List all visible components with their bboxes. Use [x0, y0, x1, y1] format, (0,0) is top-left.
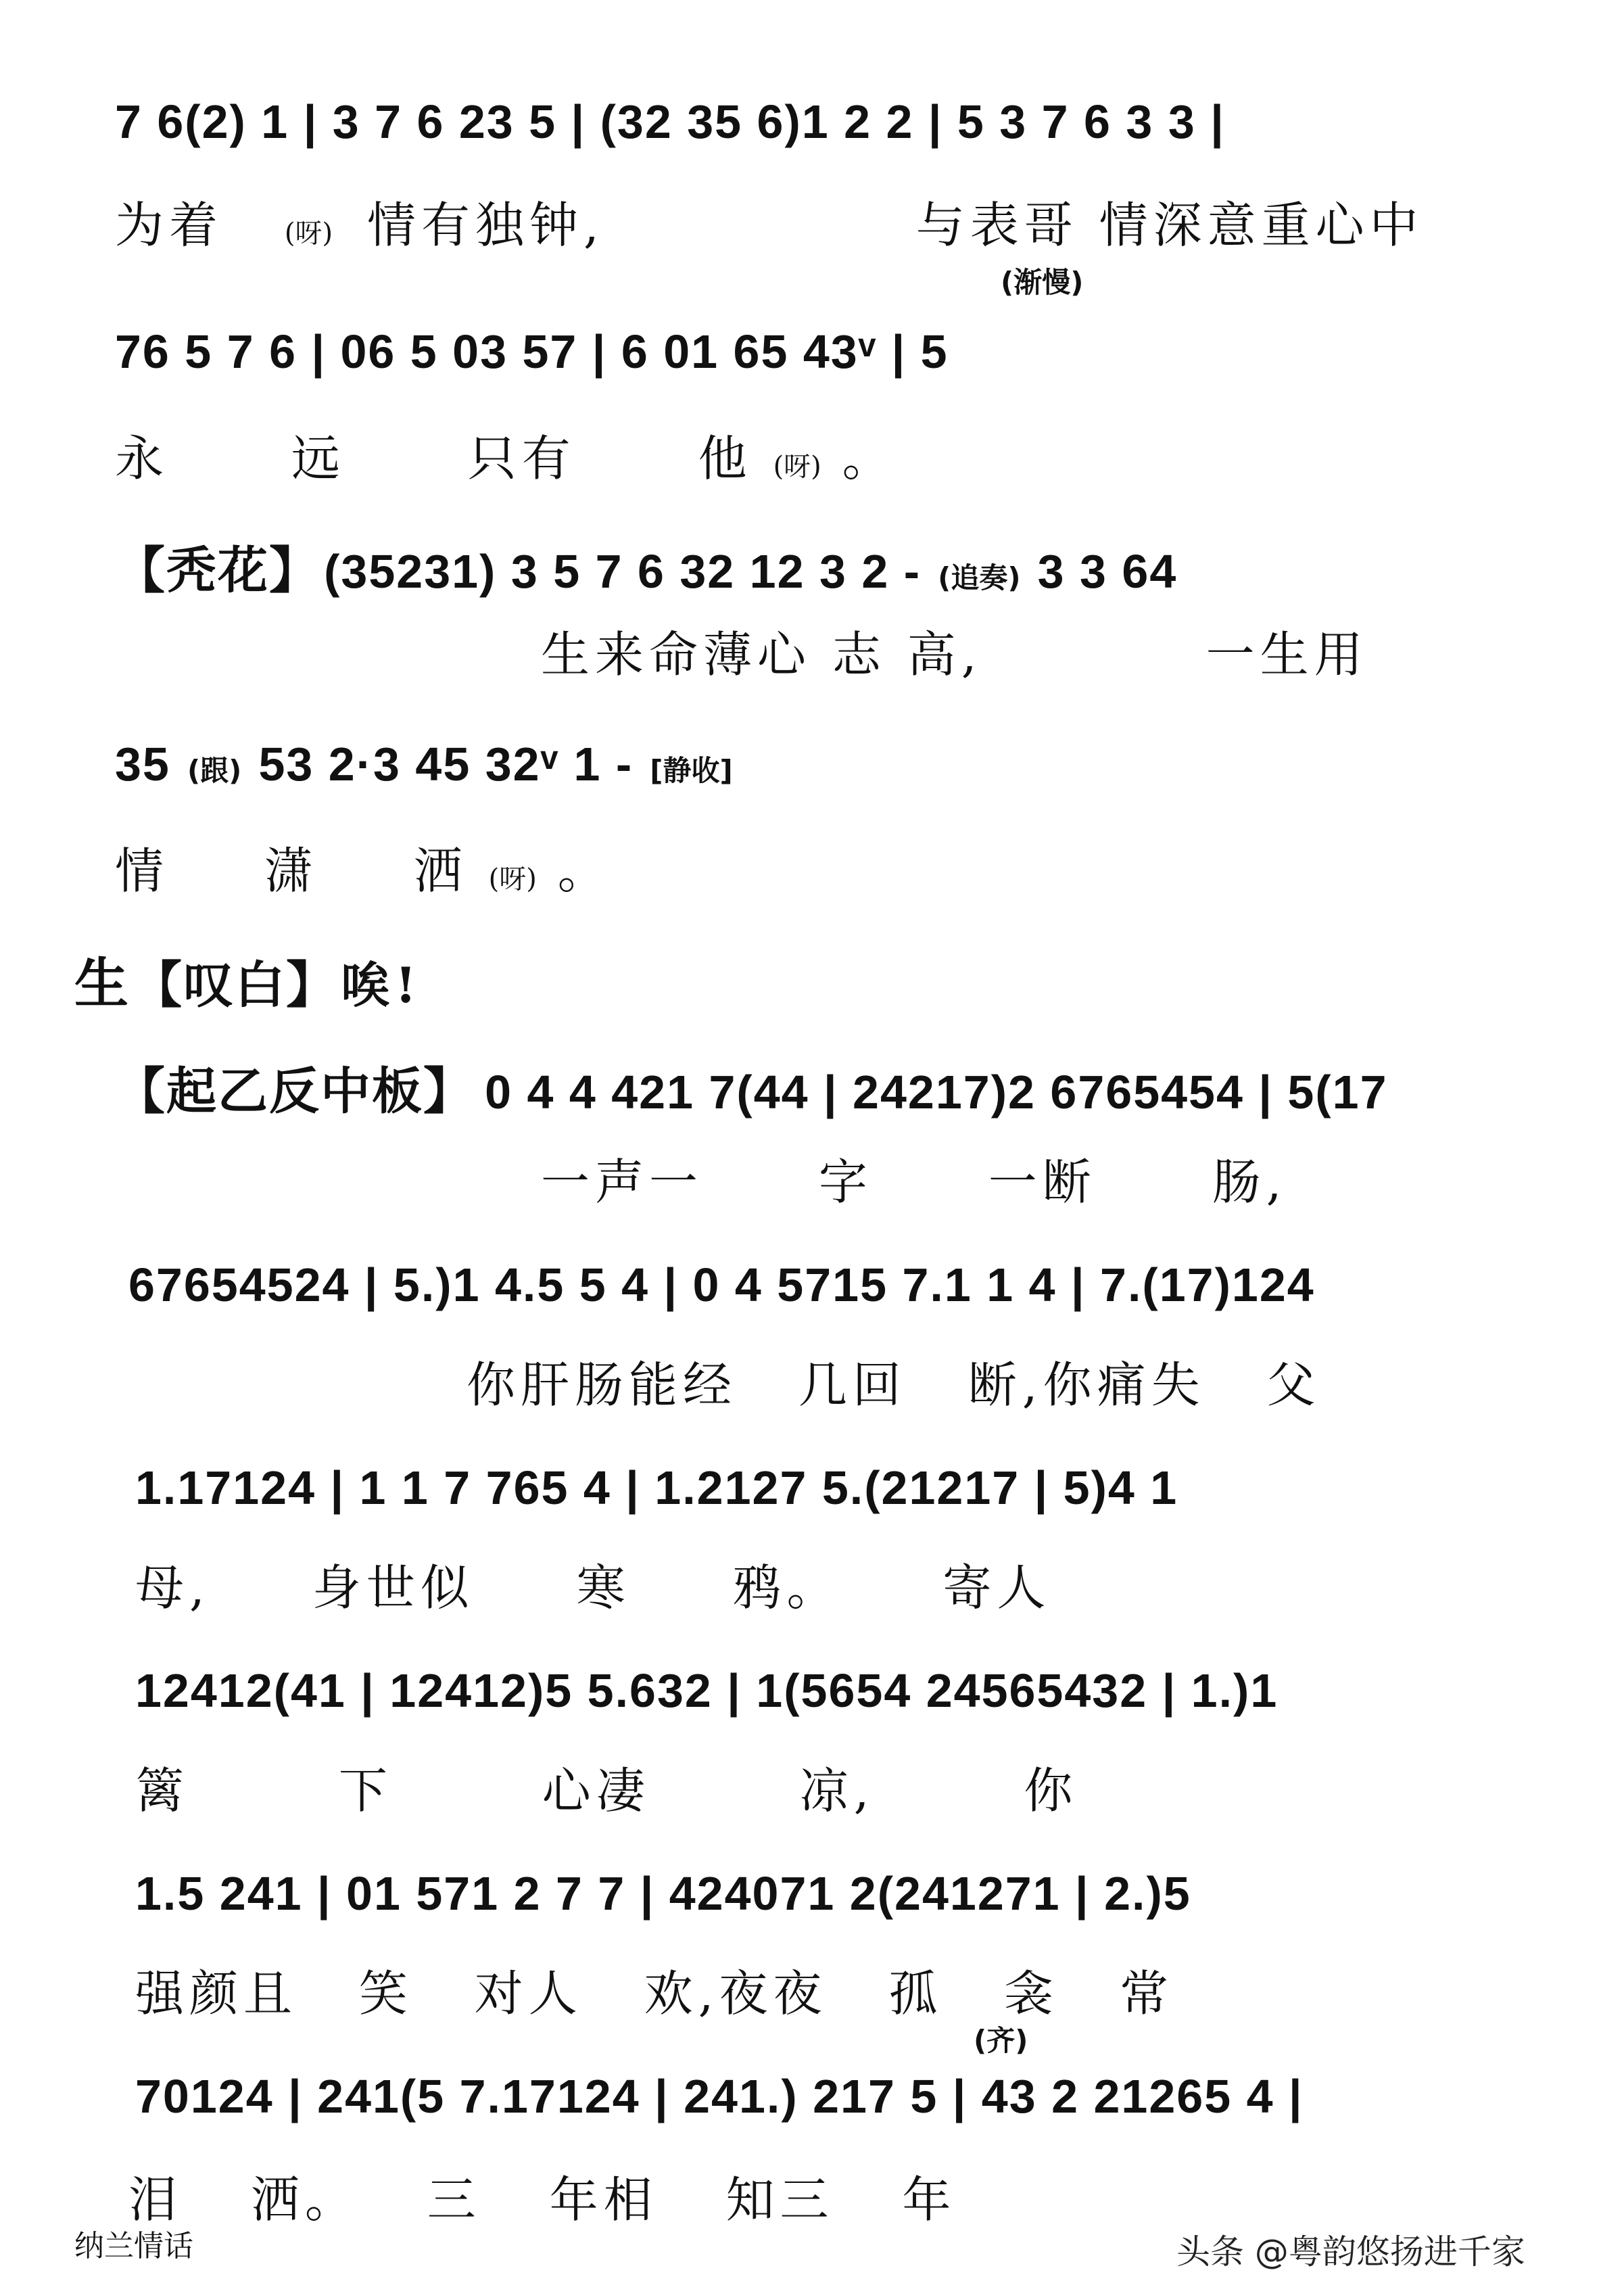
lyric-segment: 与表哥 情深意重心中	[915, 197, 1424, 254]
lyric-aside: (呀)	[488, 864, 537, 895]
lyric-segment: 情有独钟,	[367, 197, 604, 254]
lyric-line-1	[115, 186, 1424, 256]
lyric-line-8: 篱 下 心凄 凉, 你	[135, 1762, 1078, 1819]
performance-note: (跟)	[187, 754, 242, 787]
lyric-segment: 生来命薄心 志 高,	[541, 626, 982, 683]
speech-line	[74, 940, 422, 1018]
section-tag: 【起乙反中板】	[115, 1062, 475, 1121]
notation-line-5	[115, 1052, 1388, 1123]
notation-line-4	[115, 737, 733, 791]
lyric-segment: 永 远 只有 他	[115, 430, 753, 487]
notation-segment: 35	[115, 738, 170, 791]
notation-line-8: 12412(41 | 12412)5 5.632 | 1(5654 24565432 | 1.)1	[135, 1664, 1279, 1717]
section-tag: 【叹白】	[132, 956, 338, 1014]
lyric-line-10: 泪 洒。 三 年相 知三 年	[128, 2171, 957, 2228]
notation-line-7: 1.17124 | 1 1 7 765 4 | 1.2127 5.(21217 | 5)4 1	[135, 1461, 1178, 1514]
performance-note: (追奏)	[938, 561, 1021, 594]
notation-line-3	[115, 531, 1177, 603]
notation-line-2: 76 5 7 6 | 06 5 03 57 | 6 01 65 43ᵛ | 5	[115, 325, 949, 378]
watermark: 头条 @粤韵悠扬进千家	[1176, 2232, 1525, 2272]
lyric-line-3	[541, 615, 1368, 686]
lyric-line-5: 一声一 字 一断 肠,	[541, 1154, 1287, 1210]
ending-tag: [静收]	[650, 754, 733, 787]
lyric-segment: 情 潇 洒	[115, 843, 468, 899]
lyric-line-2	[115, 419, 897, 490]
notation-segment: 0 4 4 421 7(44 | 24217)2 6765454 | 5(17	[485, 1066, 1388, 1119]
lyric-line-9: 强颜且 笑 对人 欢,夜夜 孤 衾 常	[135, 1965, 1174, 2022]
notation-segment: 3 3 64	[1037, 545, 1178, 598]
lyric-line-4	[115, 832, 612, 902]
lyric-aside: (呀)	[773, 451, 821, 482]
notation-line-10: 70124 | 241(5 7.17124 | 241.) 217 5 | 43 2 21265 4 |	[135, 2070, 1304, 2123]
tempo-annotation: (渐慢)	[1001, 266, 1084, 299]
unison-annotation: (齐)	[974, 2024, 1028, 2057]
speaker-label: 生	[74, 952, 128, 1015]
lyric-line-6: 你肝肠能经 几回 断,你痛失 父	[467, 1357, 1321, 1413]
notation-segment: (35231) 3 5 7 6 32 12 3 2 -	[324, 545, 922, 598]
notation-line-1: 7 6(2) 1 | 3 7 6 23 5 | (32 35 6)1 2 2 | 5 3 7 6 3 3 |	[115, 95, 1225, 148]
lyric-segment: 一生用	[1205, 626, 1368, 683]
lyric-aside: (呀)	[284, 218, 333, 249]
lyric-line-7: 母, 身世似 寒 鸦。 寄人	[135, 1559, 1051, 1616]
notation-line-9: 1.5 241 | 01 571 2 7 7 | 424071 2(241271 | 2.)5	[135, 1867, 1191, 1920]
lyric-punct: 。	[557, 843, 612, 899]
notation-line-6: 67654524 | 5.)1 4.5 5 4 | 0 4 5715 7.1 1 4 | 7.(17)124	[128, 1258, 1315, 1311]
footer-title: 纳兰情话	[74, 2229, 193, 2263]
speech-text: 唉!	[341, 956, 422, 1014]
section-tag: 【秃花】	[115, 542, 320, 600]
notation-segment: 53 2·3 45 32ᵛ 1 -	[258, 738, 634, 791]
lyric-punct: 。	[842, 430, 897, 487]
lyric-segment: 为着	[115, 197, 224, 254]
